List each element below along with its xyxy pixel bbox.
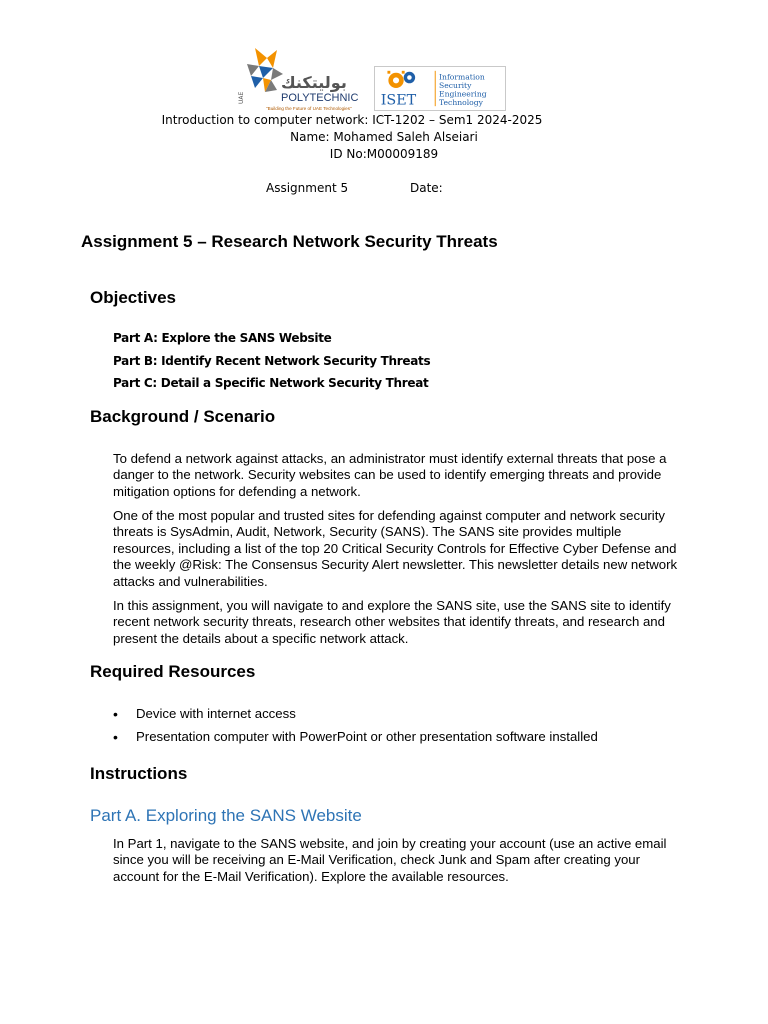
polytechnic-arabic: بوليتكنك <box>281 73 347 92</box>
polytechnic-logo <box>233 44 369 112</box>
polytechnic-name: POLYTECHNIC <box>281 92 359 104</box>
iset-abbr: ISET <box>380 92 417 109</box>
polytechnic-tagline: "Building the Future of UAE Technologies" <box>266 106 352 111</box>
iset-logo <box>374 66 506 111</box>
list-item-text: Presentation computer with PowerPoint or other presentation software installed <box>136 729 598 744</box>
polytechnic-emblem-icon <box>247 48 283 92</box>
part-a-paragraph: In Part 1, navigate to the SANS website, and join by creating your account (use an active email since you will be receiving an E-Mail Verification, check Junk and Spam after creating your account for the E-Mail Verification). Explore the available resources. <box>113 836 667 884</box>
part-a-heading: Part A. Exploring the SANS Website <box>90 806 362 825</box>
bullet-icon: • <box>113 729 118 745</box>
background-paragraph: In this assignment, you will navigate to and explore the SANS site, use the SANS site to identify recent network security threats, research other websites that identify threats, and research and present the details about a specific network attack. <box>113 598 671 646</box>
resources-heading: Required Resources <box>90 662 256 681</box>
iset-line-1: Information <box>439 72 485 82</box>
assignment-label: Assignment 5 <box>266 181 349 195</box>
svg-text:UAE: UAE <box>238 91 245 104</box>
list-item-text: Device with internet access <box>136 706 296 721</box>
date-label: Date: <box>410 181 443 195</box>
background-heading: Background / Scenario <box>90 407 276 426</box>
student-name: Name: Mohamed Saleh Alseiari <box>290 130 478 144</box>
objective-item: Part C: Detail a Specific Network Security Threat <box>113 376 429 390</box>
iset-gear-icon <box>387 71 415 88</box>
iset-line-4: Technology <box>439 98 483 108</box>
student-id: ID No:M00009189 <box>329 147 439 161</box>
objective-item: Part B: Identify Recent Network Security Threats <box>113 354 431 368</box>
background-paragraph: To defend a network against attacks, an administrator must identify external threats that pose a danger to the network. Security websites can be used to identify emerging threats and provide mitigation options for defending a network. <box>113 451 667 499</box>
course-line: Introduction to computer network: ICT-1202 – Sem1 2024-2025 <box>161 113 543 127</box>
objectives-heading: Objectives <box>90 288 176 307</box>
iset-line-3: Engineering <box>439 89 487 99</box>
background-paragraph: One of the most popular and trusted sites for defending against computer and network security threats is SysAdmin, Audit, Network, Security (SANS). The SANS site provides multiple resources, including a list of the top 20 Critical Security Controls for Effective Cyber Defense and the weekly @Risk: The Consensus Security Alert newsletter. This newsletter details new network attacks and vulnerabilities. <box>113 508 678 589</box>
bullet-icon: • <box>113 706 118 722</box>
instructions-heading: Instructions <box>90 764 188 783</box>
iset-line-2: Security <box>439 81 472 91</box>
document-title: Assignment 5 – Research Network Security Threats <box>81 232 498 251</box>
objective-item: Part A: Explore the SANS Website <box>113 331 332 345</box>
